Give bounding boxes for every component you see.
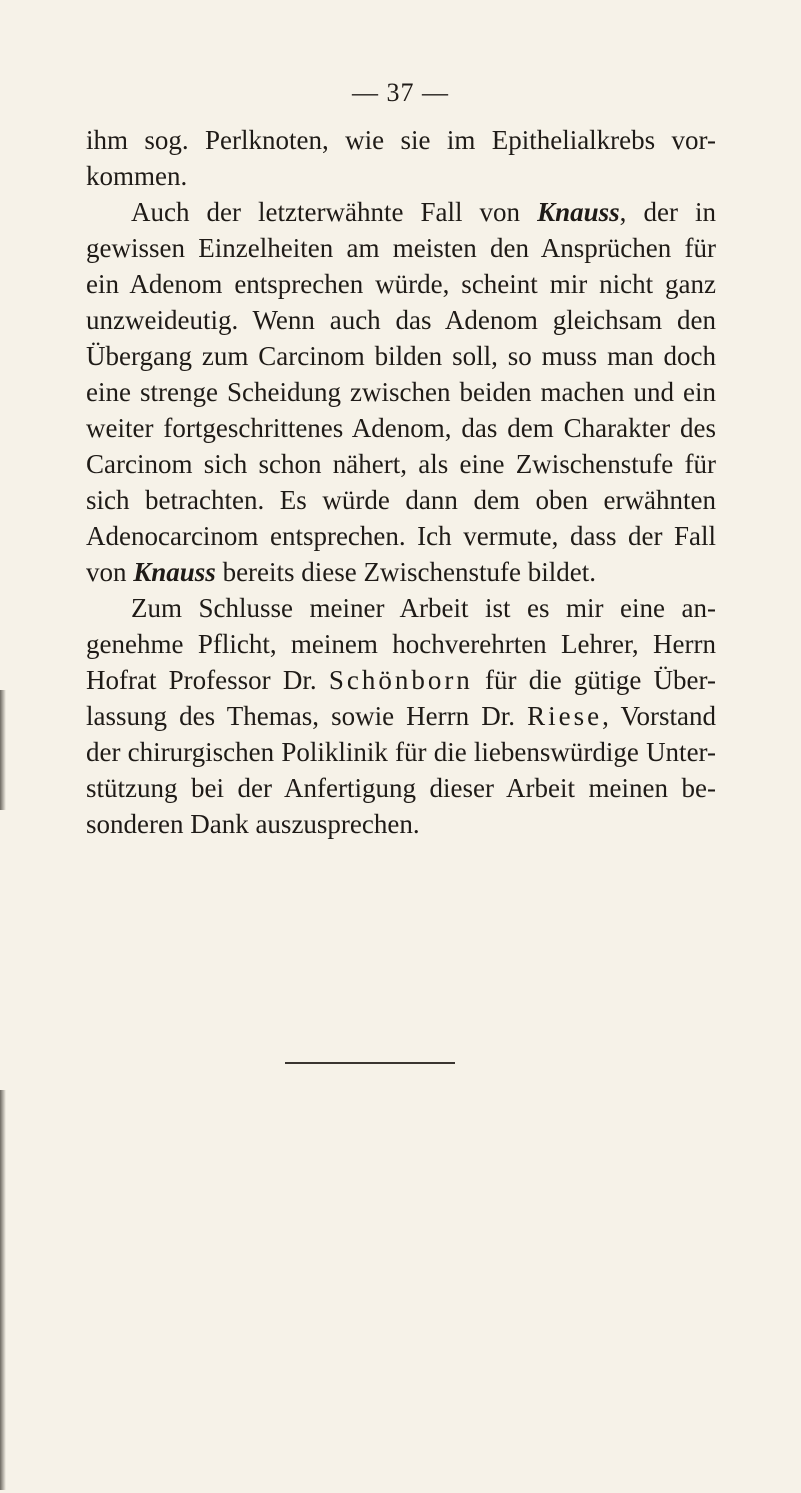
text-segment: , Vorstand: [602, 701, 717, 731]
text-segment: von: [86, 557, 134, 587]
paragraph-2-line-3: ein Adenom entsprechen würde, scheint mir nicht ganz: [86, 269, 716, 299]
paragraph-2-line-1: [86, 194, 716, 230]
paragraph-2-line-7: weiter fortgeschrittenes Adenom, das dem Charakter des: [86, 413, 716, 443]
paragraph-3-line-5: der chirurgischen Poliklinik für die liebenswürdige Unter-: [86, 737, 716, 767]
paragraph-3-line-1: Zum Schlusse meiner Arbeit ist es mir eine an-: [131, 593, 716, 623]
paragraph-2-line-6: eine strenge Scheidung zwischen beiden machen und ein: [86, 377, 716, 407]
person-name-riese: Riese: [527, 701, 603, 731]
paragraph-1-line-1: ihm sog. Perlknoten, wie sie im Epithelialkrebs vor-: [86, 125, 716, 155]
paragraph-2-line-5: Übergang zum Carcinom bilden soll, so muss man doch: [86, 341, 716, 371]
page-edge-shadow: [0, 690, 6, 810]
paragraph-3-line-6: stützung bei der Anfertigung dieser Arbeit meinen be-: [86, 773, 716, 803]
paragraph-3-line-3: [86, 662, 716, 698]
body-text: [86, 122, 716, 842]
page-edge-shadow: [0, 1090, 6, 1490]
paragraph-3-line-2: genehme Pflicht, meinem hochverehrten Lehrer, Herrn: [86, 629, 716, 659]
author-name-knauss: Knauss: [133, 557, 216, 587]
text-segment: Hofrat Professor Dr.: [86, 665, 329, 695]
text-segment: , der in: [619, 197, 716, 227]
paragraph-2-line-2: gewissen Einzelheiten am meisten den Ansprüchen für: [86, 233, 716, 263]
paragraph-3-line-7: sonderen Dank auszusprechen.: [86, 809, 420, 839]
paragraph-1-line-2: kommen.: [86, 161, 188, 191]
paragraph-2-line-10: Adenocarcinom entsprechen. Ich vermute, dass der Fall: [86, 521, 716, 551]
text-segment: bereits diese Zwischenstufe bildet.: [215, 557, 596, 587]
text-segment: Auch der letzterwähnte Fall von: [131, 197, 538, 227]
text-segment: lassung des Themas, sowie Herrn Dr.: [86, 701, 528, 731]
text-segment: für die gütige Über-: [472, 665, 716, 695]
end-rule: [285, 1062, 455, 1064]
page-number: — 37 —: [352, 78, 449, 107]
person-name-schoenborn: Schönborn: [328, 665, 473, 695]
paragraph-2-line-8: Carcinom sich schon nähert, als eine Zwischenstufe für: [86, 449, 716, 479]
paragraph-2-line-11: [86, 554, 716, 590]
paragraph-2-line-4: unzweideutig. Wenn auch das Adenom gleichsam den: [86, 305, 716, 335]
paragraph-3-line-4: [86, 698, 716, 734]
author-name-knauss: Knauss: [537, 197, 620, 227]
paragraph-2-line-9: sich betrachten. Es würde dann dem oben erwähnten: [86, 485, 716, 515]
